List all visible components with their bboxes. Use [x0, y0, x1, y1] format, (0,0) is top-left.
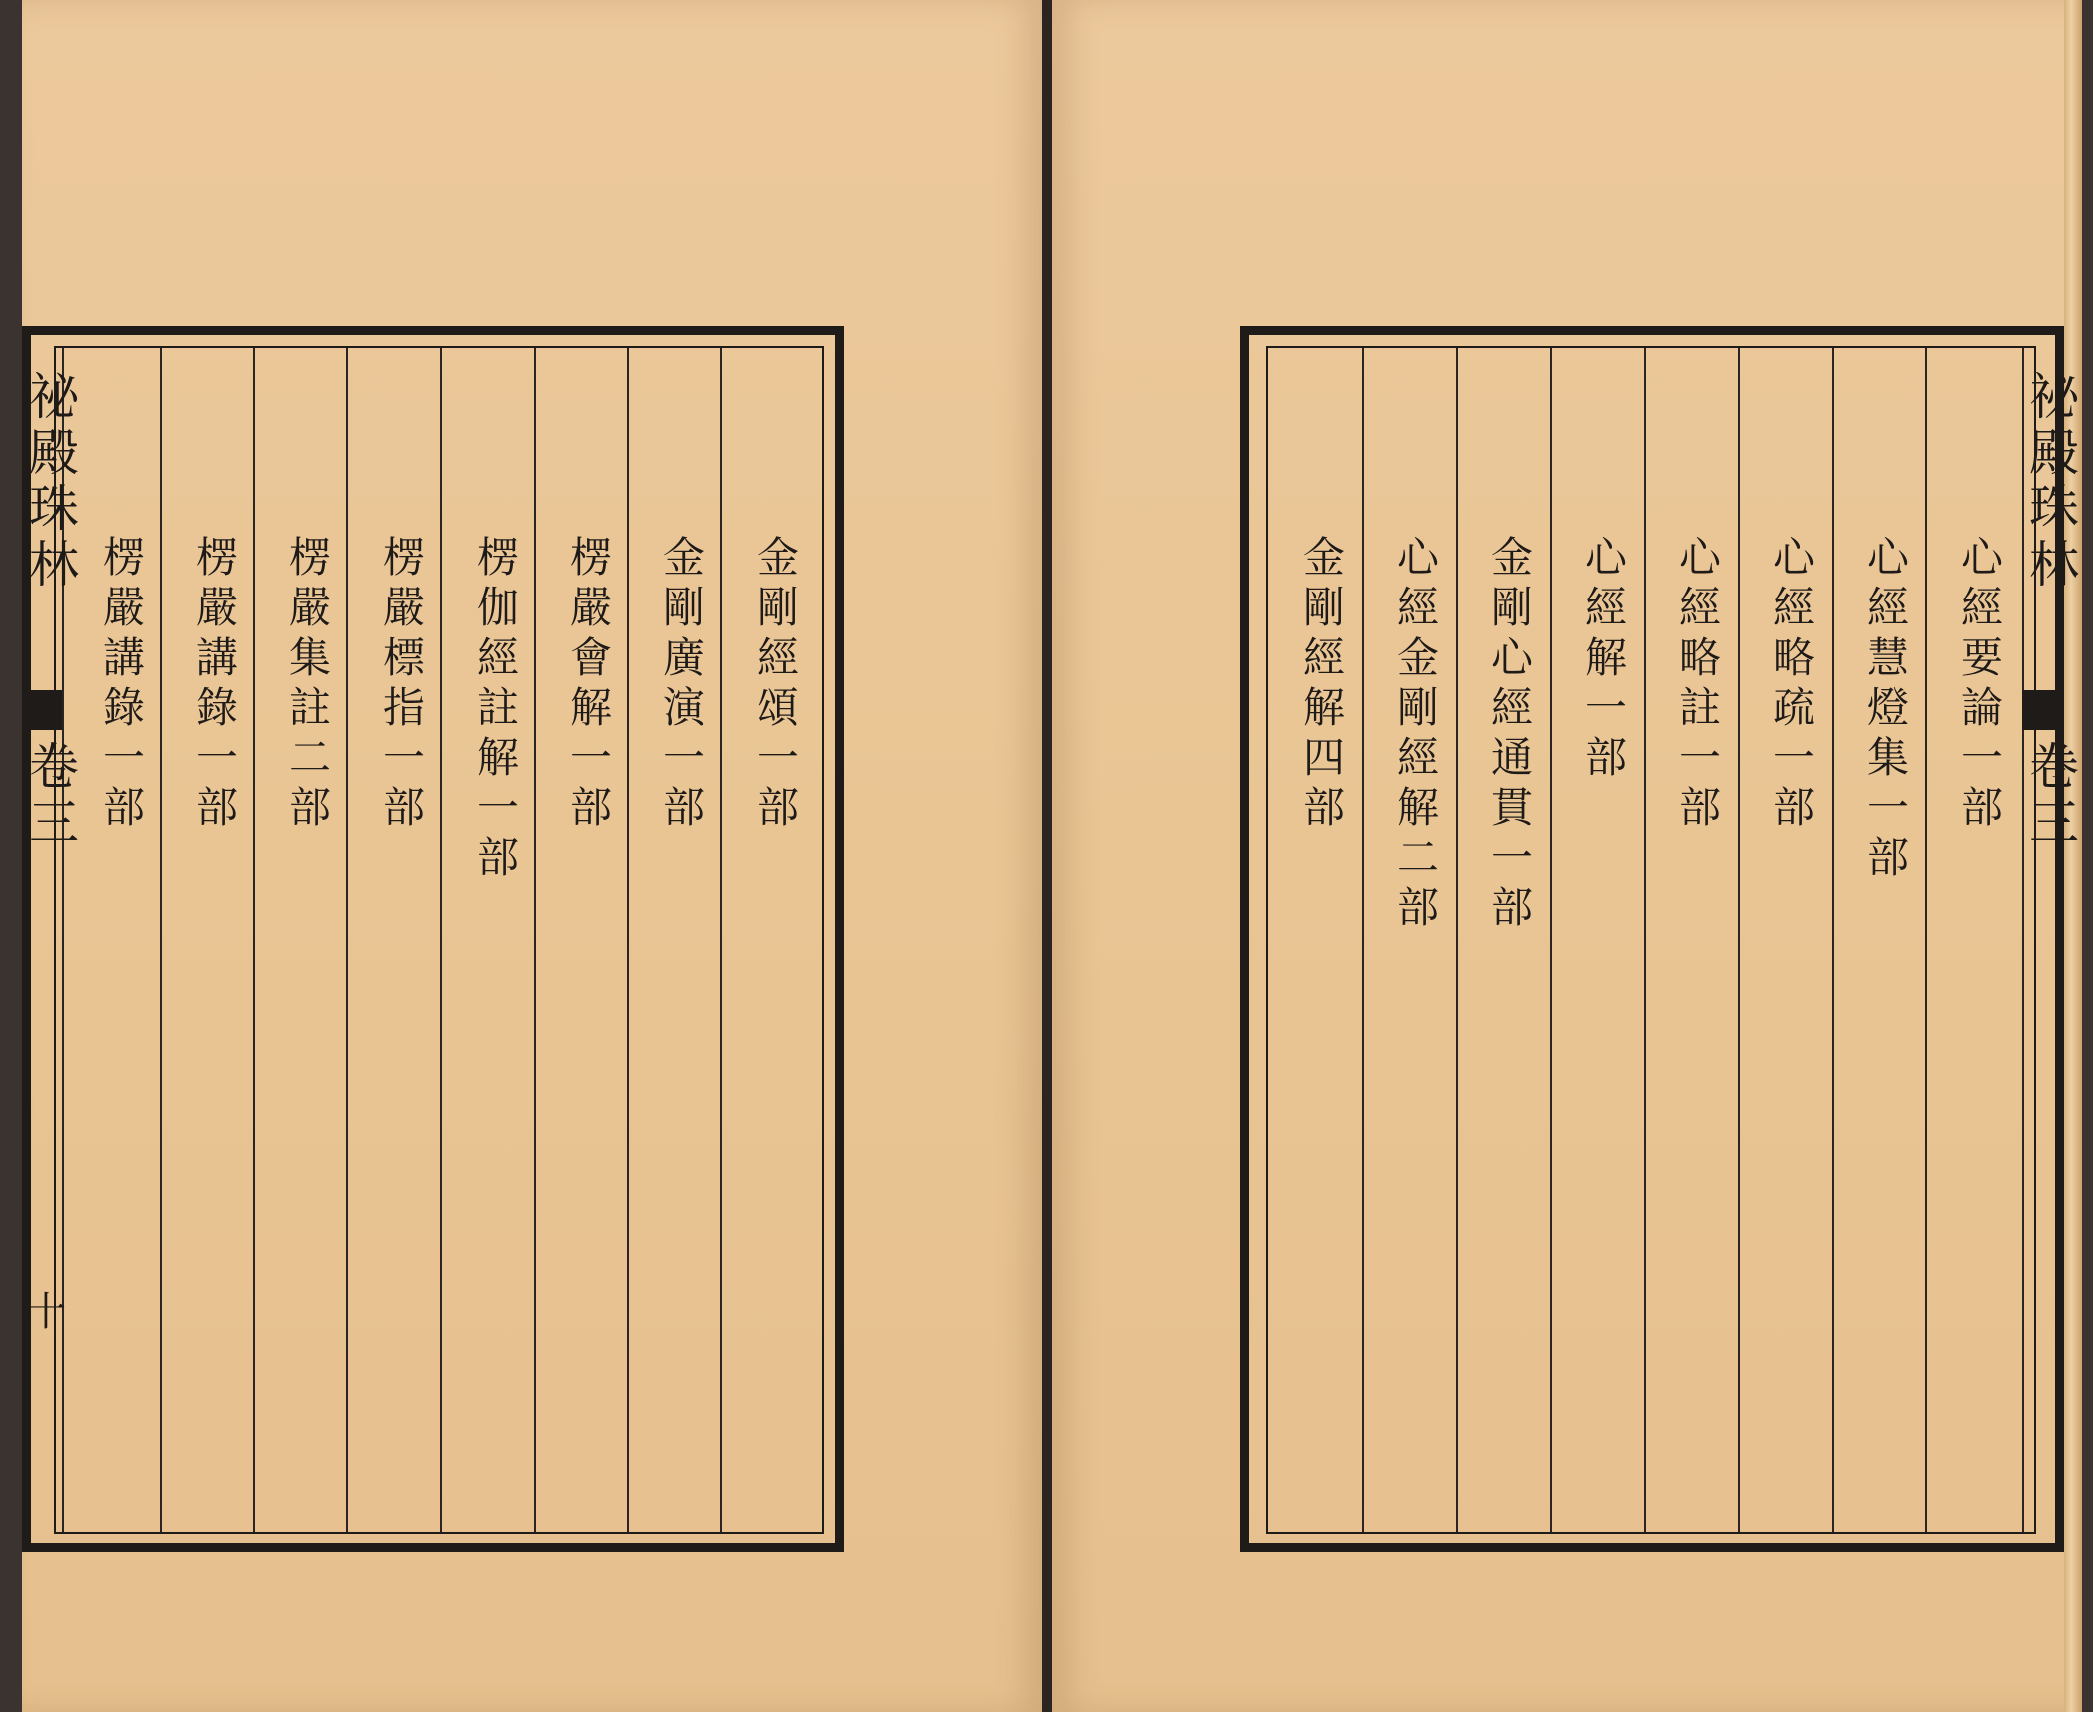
column-rule — [346, 348, 348, 1532]
left-folio-number: 十 — [26, 1289, 66, 1335]
right-column-6: 金剛心經通貫一部 — [1485, 535, 1534, 935]
column-rule — [1738, 348, 1740, 1532]
column-rule — [160, 348, 162, 1532]
column-rule — [1925, 348, 1927, 1532]
left-column-8: 楞嚴講錄一部 — [97, 535, 146, 835]
right-column-5: 心經解一部 — [1579, 535, 1628, 785]
column-rule — [1550, 348, 1552, 1532]
fold-fishtail — [22, 690, 62, 730]
left-page-inner-border — [54, 346, 824, 1534]
right-column-4: 心經略註一部 — [1673, 535, 1722, 835]
right-column-3: 心經略疏一部 — [1767, 535, 1816, 835]
left-fold-title: 祕殿珠林 — [21, 370, 79, 594]
right-page-inner-border — [1266, 346, 2036, 1534]
column-rule — [253, 348, 255, 1532]
right-fold-juan: 卷三 — [2021, 740, 2079, 852]
right-column-2: 心經慧燈集一部 — [1861, 535, 1910, 885]
left-column-5: 楞嚴標指一部 — [377, 535, 426, 835]
right-column-7: 心經金剛經解二部 — [1391, 535, 1440, 935]
column-rule — [627, 348, 629, 1532]
book-gutter — [1042, 0, 1052, 1712]
left-column-7: 楞嚴講錄一部 — [190, 535, 239, 835]
column-rule — [1832, 348, 1834, 1532]
column-rule — [440, 348, 442, 1532]
left-column-1: 金剛經頌一部 — [751, 535, 800, 835]
right-column-8: 金剛經解四部 — [1297, 535, 1346, 835]
left-fold-juan: 卷三 — [21, 740, 79, 852]
column-rule — [534, 348, 536, 1532]
column-rule — [1362, 348, 1364, 1532]
column-rule — [1644, 348, 1646, 1532]
fold-fishtail — [2022, 690, 2064, 730]
left-column-4: 楞伽經註解一部 — [471, 535, 520, 885]
column-rule — [1456, 348, 1458, 1532]
column-rule — [720, 348, 722, 1532]
right-fold-title: 祕殿珠林 — [2021, 370, 2079, 594]
left-column-6: 楞嚴集註二部 — [283, 535, 332, 835]
left-column-2: 金剛廣演一部 — [657, 535, 706, 835]
left-column-3: 楞嚴會解一部 — [564, 535, 613, 835]
right-column-1: 心經要論一部 — [1955, 535, 2004, 835]
